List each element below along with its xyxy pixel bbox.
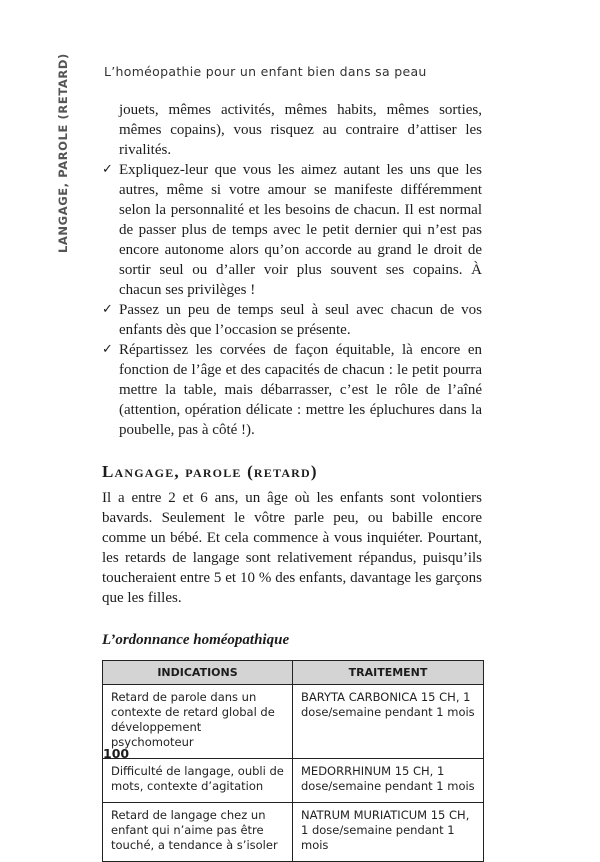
prescription-table xyxy=(102,660,484,862)
tip-bullet-1 xyxy=(102,160,482,300)
section-intro: Il a entre 2 et 6 ans, un âge où les enfants sont volontiers bavards. Seulement le vôtre parle peu, ou babille encore comme un bébé. Et cela commence à vous inquiéter. Pourtant, les retards de langage sont relativement répandus, puisqu’ils toucheraient entre 5 et 10 % des enfants, davantage les garçons que les filles. xyxy=(102,490,482,606)
tip-bullet-3 xyxy=(102,340,482,440)
tip-bullet-2 xyxy=(102,300,482,340)
section-heading: Langage, parole (retard) xyxy=(102,462,318,481)
checkmark-icon: ✓ xyxy=(102,162,113,177)
checkmark-icon: ✓ xyxy=(102,302,113,317)
bullet-text: Répartissez les corvées de façon équitable, là encore en fonction de l’âge et des capacités de chacun : le petit pourra mettre la table, mais débarrasser, c’est le rôle de l’aîné (attention, opération délicate : mettre les épluchures dans la poubelle, pas à côté !). xyxy=(119,342,482,438)
indication-cell: Retard de parole dans un contexte de retard global de développement psychomoteur xyxy=(103,685,293,759)
treatment-cell: BARYTA CARBONICA 15 CH, 1 dose/semaine pendant 1 mois xyxy=(293,685,484,759)
side-tab-label: LANGAGE, PAROLE (RETARD) xyxy=(56,53,70,253)
prescription-title: L’ordonnance homéopathique xyxy=(102,632,290,648)
page-body xyxy=(102,100,482,862)
table-row xyxy=(103,803,484,862)
indication-cell: Retard de langage chez un enfant qui n’aime pas être touché, a tendance à s’isoler xyxy=(103,803,293,862)
chapter-side-tab xyxy=(56,53,70,253)
page-number: 100 xyxy=(103,746,130,761)
bullet-text: Expliquez-leur que vous les aimez autant les uns que les autres, même si votre amour se manifeste différemment selon la personnalité et les besoins de chacun. Il est normal de passer plus de temps avec le petit dernier qui n’est pas encore autonome alors qu’on accorde au grand le droit de sortir seul ou d’aller voir plus souvent ses copains. À chacun ses privilèges ! xyxy=(119,162,482,298)
bullet-text: Passez un peu de temps seul à seul avec chacun de vos enfants dès que l’occasion se présente. xyxy=(119,302,482,338)
checkmark-icon: ✓ xyxy=(102,342,113,357)
treatment-cell: MEDORRHINUM 15 CH, 1 dose/semaine pendant 1 mois xyxy=(293,759,484,803)
continuation-paragraph xyxy=(102,100,482,160)
indication-cell: Difficulté de langage, oubli de mots, contexte d’agitation xyxy=(103,759,293,803)
table-row xyxy=(103,759,484,803)
running-header: L’homéopathie pour un enfant bien dans sa peau xyxy=(104,64,427,79)
continuation-text: jouets, mêmes activités, mêmes habits, mêmes sorties, mêmes copains), vous risquez au contraire d’attiser les rivalités. xyxy=(119,102,482,158)
table-row xyxy=(103,685,484,759)
treatment-cell: NATRUM MURIATICUM 15 CH, 1 dose/semaine pendant 1 mois xyxy=(293,803,484,862)
table-header-row xyxy=(103,661,484,685)
column-header-indications: INDICATIONS xyxy=(103,661,293,685)
column-header-traitement: TRAITEMENT xyxy=(293,661,484,685)
